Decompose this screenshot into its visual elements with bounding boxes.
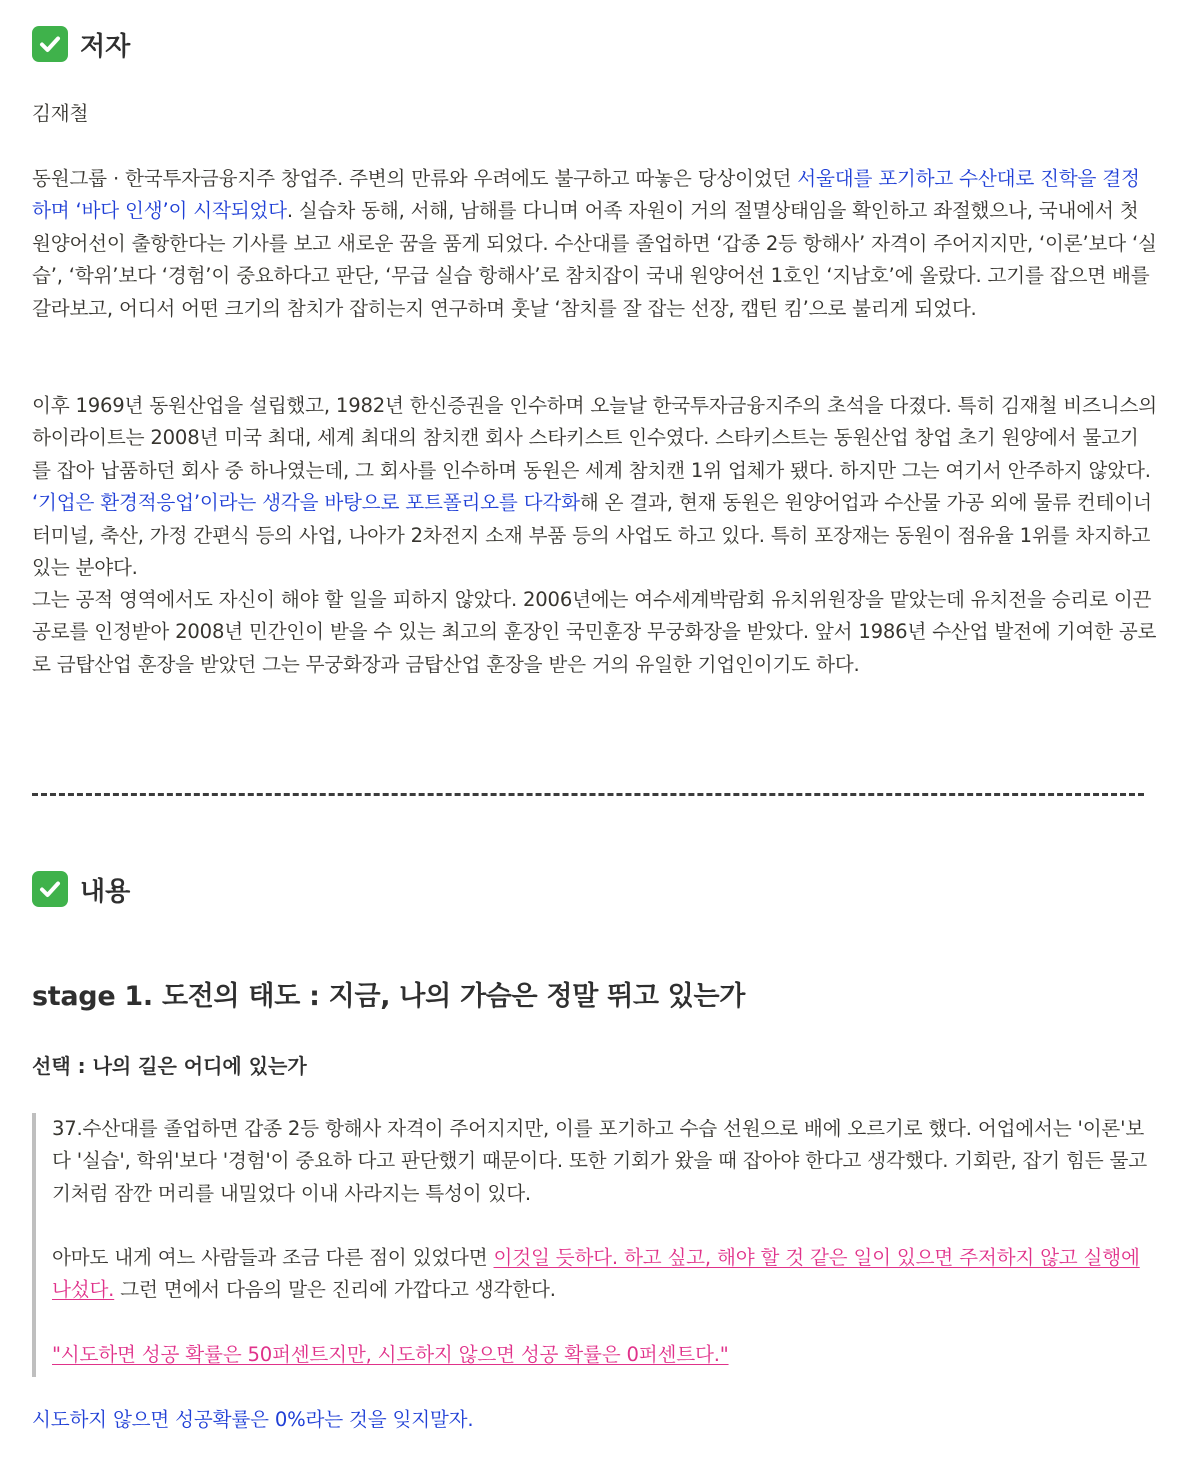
quote-paragraph-3 — [52, 1339, 1152, 1371]
bio-text: . 실습차 동해, 서해, 남해를 다니며 어족 자원이 거의 절멸상태임을 확인하고 좌절했으나, 국내에서 첫 원양어선이 출항한다는 기사를 보고 새로운 꿈을 품게 되었다. 수산대를 졸업하면 ‘갑종 2등 항해사’ 자격이 주어지지만, ‘이론’보다 ‘실습’, ‘학위’보다 ‘경험’이 중요하다고 판단, ‘무급 실습 항해사’로 참치잡이 국내 원양어선 1호인 ‘지남호’에 올랐다. 고기를 잡으면 배를 갈라보고, 어디서 어떤 크기의 참치가 잡히는지 연구하며 훗날 ‘참치를 잘 잡는 선장, 캡틴 킴’으로 불리게 되었다. — [32, 199, 1157, 320]
check-mark-icon — [32, 871, 68, 907]
stage-title: stage 1. 도전의 태도 : 지금, 나의 가슴은 정말 뛰고 있는가 — [32, 981, 746, 1012]
quote-text: 그런 면에서 다음의 말은 진리에 가깝다고 생각한다. — [114, 1278, 556, 1302]
dashed-divider — [32, 793, 1144, 796]
quote-text: 아마도 내게 여느 사람들과 조금 다른 점이 있었다면 — [52, 1246, 494, 1269]
quote-paragraph-2 — [52, 1242, 1152, 1307]
quote-highlight-pink: 이것일 듯하다. 하고 싶고, 해야 할 것 같은 일이 있으면 주저하지 않고 실행에 나섰다. — [52, 1246, 1140, 1302]
quote-highlight-pink: "시도하면 성공 확률은 50퍼센트지만, 시도하지 않으면 성공 확률은 0퍼센트다." — [52, 1343, 729, 1366]
bio-text: 해 온 결과, 현재 동원은 원양어업과 수산물 가공 외에 물류 컨테이너 터미널, 축산, 가정 간편식 등의 사업, 나아가 2차전지 소재 부품 등의 사업도 하고 있다. 특히 포장재는 동원이 점유율 1위를 차지하고 있는 분야다. — [32, 491, 1152, 580]
author-name: 김재철 — [32, 102, 89, 125]
sub-title: 선택 : 나의 길은 어디에 있는가 — [32, 1054, 307, 1078]
bio-highlight-blue: 서울대를 포기하고 수산대로 진학을 결정하며 ‘바다 인생’이 시작되었다 — [32, 167, 1140, 223]
author-heading — [32, 24, 130, 64]
check-mark-icon — [32, 26, 68, 62]
author-bio-paragraph-1 — [32, 163, 1157, 325]
content-heading — [32, 869, 130, 909]
author-bio-paragraph-2 — [32, 390, 1157, 584]
bio-text: 동원그룹 · 한국투자금융지주 창업주. 주변의 만류와 우려에도 불구하고 따놓은 당상이었던 — [32, 167, 798, 190]
closing-note: 시도하지 않으면 성공확률은 0%라는 것을 잊지말자. — [32, 1408, 474, 1431]
content-heading-text: 내용 — [80, 876, 131, 907]
author-bio-paragraph-3: 그는 공적 영역에서도 자신이 해야 할 일을 피하지 않았다. 2006년에는 여수세계박람회 유치위원장을 맡았는데 유치전을 승리로 이끈 공로를 인정받아 2008년 민간인이 받을 수 있는 최고의 훈장인 국민훈장 무궁화장을 받았다. 앞서 1986년 수산업 발전에 기여한 공로로 금탑산업 훈장을 받았던 그는 무궁화장과 금탑산업 훈장을 받은 거의 유일한 기업인이기도 하다. — [32, 588, 1157, 676]
quote-paragraph-1: 37.수산대를 졸업하면 갑종 2등 항해사 자격이 주어지지만, 이를 포기하고 수습 선원으로 배에 오르기로 했다. 어업에서는 '이론'보다 '실습', 학위'보다 '경험'이 중요하 다고 판단했기 때문이다. 또한 기회가 왔을 때 잡아야 한다고 생각했다. 기회란, 잡기 힘든 물고기처럼 잠깐 머리를 내밀었다 이내 사라지는 특성이 있다. — [52, 1117, 1147, 1205]
bio-highlight-blue: ‘기업은 환경적응업’이라는 생각을 바탕으로 포트폴리오를 다각화 — [32, 491, 580, 515]
bio-text: 이후 1969년 동원산업을 설립했고, 1982년 한신증권을 인수하며 오늘날 한국투자금융지주의 초석을 다졌다. 특히 김재철 비즈니스의 하이라이트는 2008년 미국 최대, 세계 최대의 참치캔 회사 스타키스트 인수였다. 스타키스트는 동원산업 창업 초기 원양에서 물고기를 잡아 납품하던 회사 중 하나였는데, 그 회사를 인수하며 동원은 세계 참치캔 1위 업체가 됐다. 하지만 그는 여기서 안주하지 않았다. — [32, 394, 1157, 482]
author-heading-text: 저자 — [80, 31, 131, 62]
quote-block — [32, 1113, 1156, 1377]
